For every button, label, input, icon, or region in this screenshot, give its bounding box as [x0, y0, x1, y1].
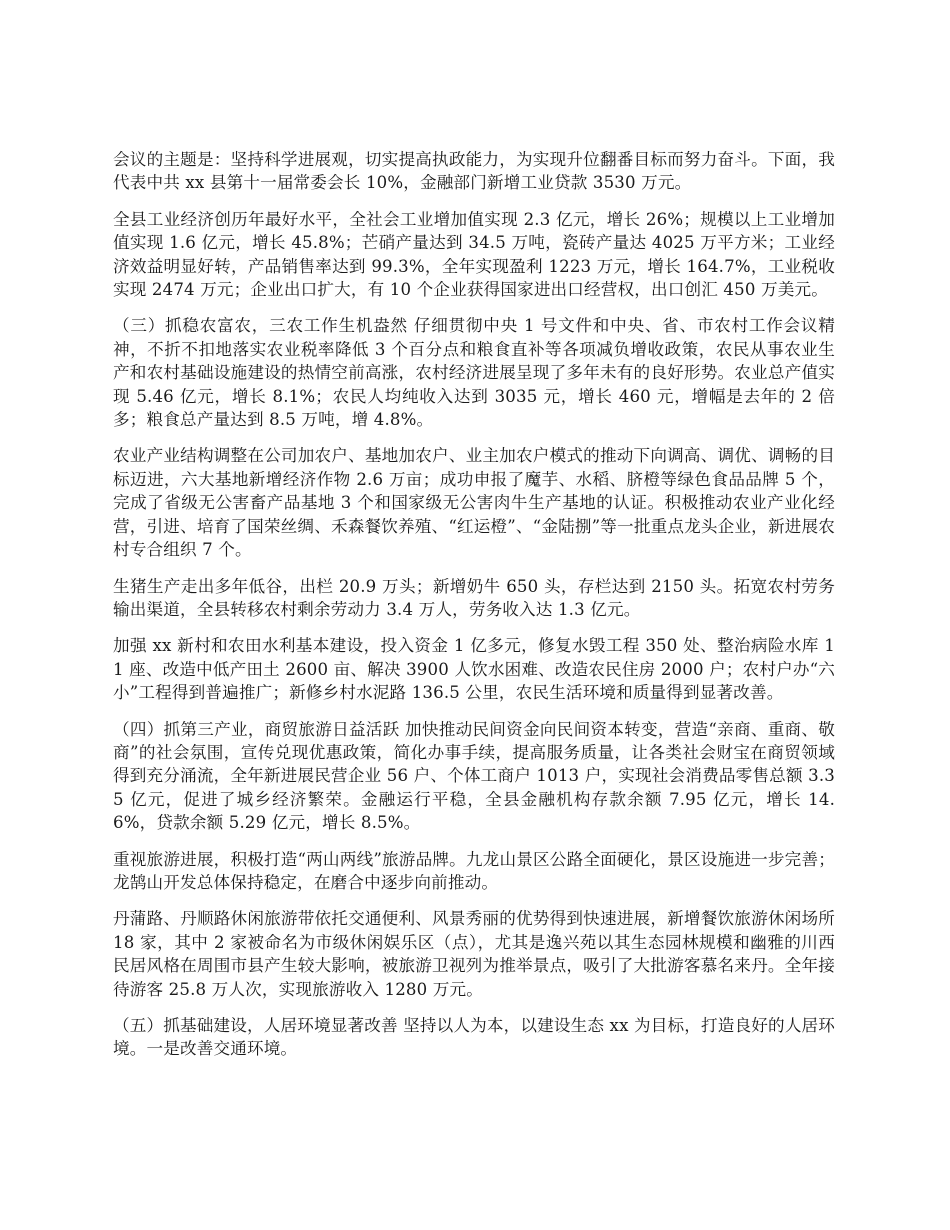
paragraph-tourism: 重视旅游进展，积极打造“两山两线”旅游品牌。九龙山景区公路全面硬化，景区设施进一步完善；龙鹄山开发总体保持稳定，在磨合中逐步向前推动。	[113, 849, 835, 892]
paragraph-agriculture: （三）抓稳农富农，三农工作生机盎然 仔细贯彻中央 1 号文件和中央、省、市农村工作会议精神，不折不扣地落实农业税率降低 3 个百分点和粮食直补等各项减负增收政策，农民从事农业生产和农村基础设施建设的热情空前高涨，农村经济进展呈现了多年未有的良好形势。农业总产值实现 5.46 亿元，增长 8.1%；农民人均纯收入达到 3035 元，增长 460 元，增幅是去年的 2 倍多；粮食总产量达到 8.5 万吨，增 4.8%。	[113, 316, 835, 430]
paragraph-water-conservancy: 加强 xx 新村和农田水利基本建设，投入资金 1 亿多元，修复水毁工程 350 处、整治病险水库 11 座、改造中低产田土 2600 亩、解决 3900 人饮水困难、改造农民住房 2000 户；农村户办“六小”工程得到普遍推广；新修乡村水泥路 136.5 公里，农民生活环境和质量得到显著改善。	[113, 636, 835, 703]
document-page	[113, 148, 835, 1074]
paragraph-leisure-tourism: 丹蒲路、丹顺路休闲旅游带依托交通便利、风景秀丽的优势得到快速进展，新增餐饮旅游休闲场所 18 家，其中 2 家被命名为市级休闲娱乐区（点），尤其是逸兴苑以其生态园林规模和幽雅的川西民居风格在周围市县产生较大影响，被旅游卫视列为推举景点，吸引了大批游客慕名来丹。全年接待游客 25.8 万人次，实现旅游收入 1280 万元。	[113, 909, 835, 999]
paragraph-agri-structure: 农业产业结构调整在公司加农户、基地加农户、业主加农户模式的推动下向调高、调优、调畅的目标迈进，六大基地新增经济作物 2.6 万亩；成功申报了魔芋、水稻、脐橙等绿色食品品牌 5 个，完成了省级无公害畜产品基地 3 个和国家级无公害肉牛生产基地的认证。积极推动农业产业化经营，引进、培育了国荣丝绸、禾森餐饮养殖、“红运橙”、“金陆捌”等一批重点龙头企业，新进展农村专合组织 7 个。	[113, 446, 835, 560]
paragraph-livestock: 生猪生产走出多年低谷，出栏 20.9 万头；新增奶牛 650 头，存栏达到 2150 头。拓宽农村劳务输出渠道，全县转移农村剩余劳动力 3.4 万人，劳务收入达 1.3 亿元。	[113, 576, 835, 619]
paragraph-opening: 会议的主题是：坚持科学进展观，切实提高执政能力，为实现升位翻番目标而努力奋斗。下面，我代表中共 xx 县第十一届常委会长 10%，金融部门新增工业贷款 3530 万元。	[113, 150, 835, 193]
paragraph-infrastructure: （五）抓基础建设，人居环境显著改善 坚持以人为本，以建设生态 xx 为目标，打造良好的人居环境。一是改善交通环境。	[113, 1016, 835, 1059]
paragraph-tertiary-industry: （四）抓第三产业，商贸旅游日益活跃 加快推动民间资金向民间资本转变，营造“亲商、重商、敬商”的社会氛围，宣传兑现优惠政策，简化办事手续，提高服务质量，让各类社会财宝在商贸领域得到充分涌流，全年新进展民营企业 56 户、个体工商户 1013 户，实现社会消费品零售总额 3.35 亿元，促进了城乡经济繁荣。金融运行平稳，全县金融机构存款余额 7.95 亿元，增长 14.6%，贷款余额 5.29 亿元，增长 8.5%。	[113, 719, 835, 833]
paragraph-industry: 全县工业经济创历年最好水平，全社会工业增加值实现 2.3 亿元，增长 26%；规模以上工业增加值实现 1.6 亿元，增长 45.8%；芒硝产量达到 34.5 万吨，瓷砖产量达 4025 万平方米；工业经济效益明显好转，产品销售率达到 99.3%，全年实现盈利 1223 万元，增长 164.7%，工业税收实现 2474 万元；企业出口扩大，有 10 个企业获得国家进出口经营权，出口创汇 450 万美元。	[113, 209, 835, 300]
